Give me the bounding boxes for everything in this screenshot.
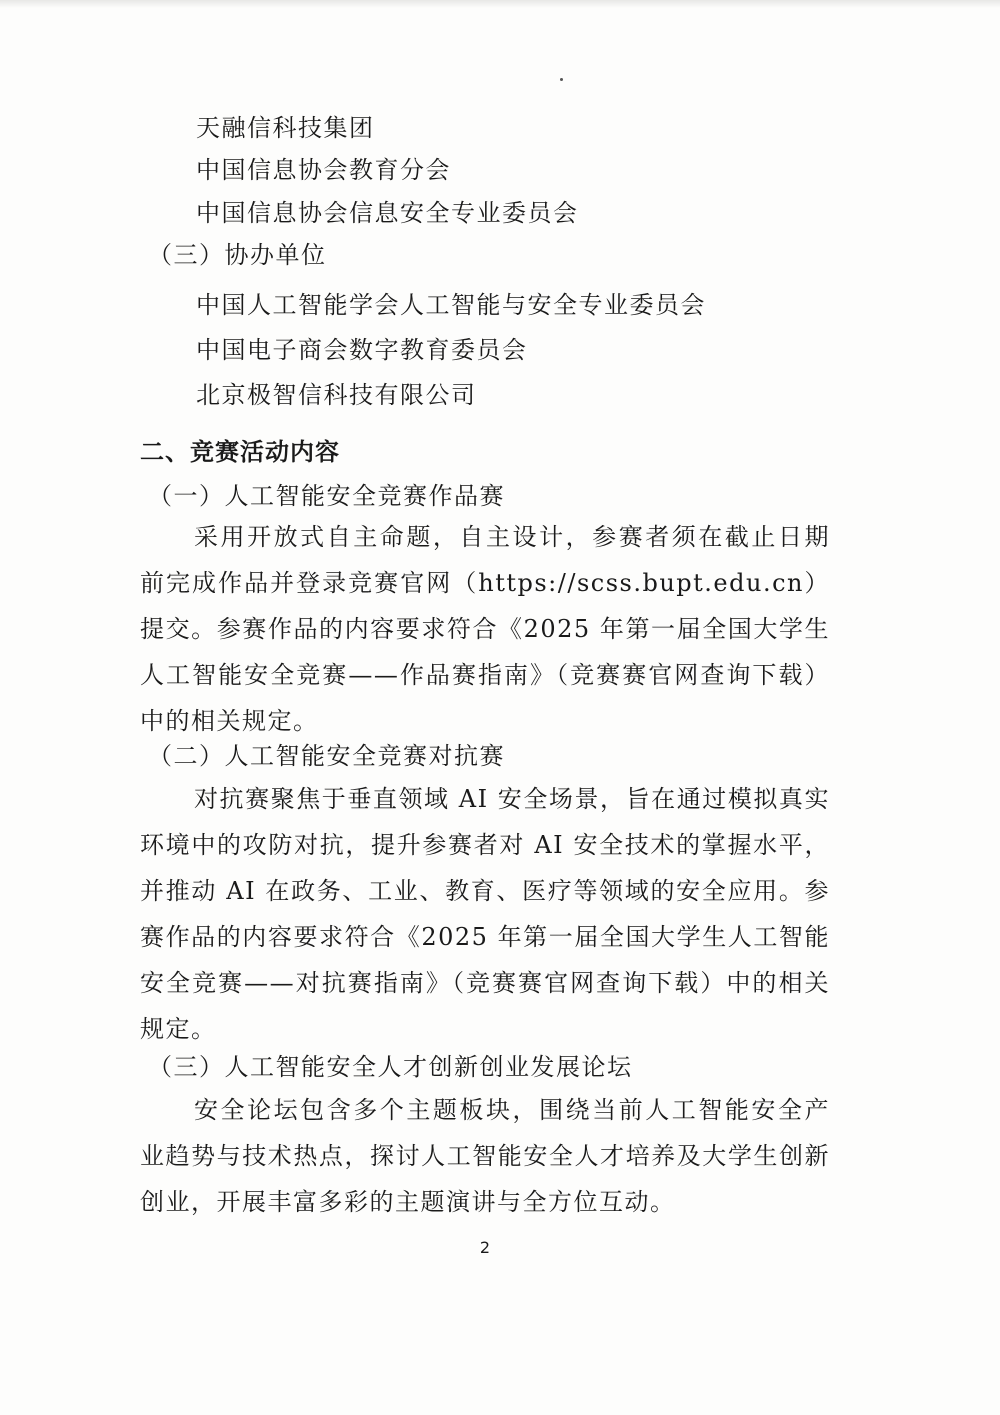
co-organizer-item: 中国电子商会数字教育委员会 [196,336,528,364]
scan-speck [560,78,563,81]
co-organizer-item: 中国人工智能学会人工智能与安全专业委员会 [196,291,706,319]
subsection-title: （二）人工智能安全竞赛对抗赛 [148,742,505,770]
co-organizer-item: 北京极智信科技有限公司 [196,381,477,409]
subsection-body: 采用开放式自主命题，自主设计，参赛者须在截止日期前完成作品并登录竞赛官网（https://scss.bupt.edu.cn）提交。参赛作品的内容要求符合《2025 年第一届全国大学生人工智能安全竞赛——作品赛指南》（竞赛赛官网查询下载）中的相关规定。 [140,523,830,735]
section-heading: 二、竞赛活动内容 [140,438,340,466]
organizer-item: 天融信科技集团 [196,114,375,142]
subsection-body: 安全论坛包含多个主题板块，围绕当前人工智能安全产业趋势与技术热点，探讨人工智能安全人才培养及大学生创新创业，开展丰富多彩的主题演讲与全方位互动。 [140,1096,830,1216]
co-organizers-title: （三）协办单位 [148,241,327,269]
scan-edge [0,0,1000,8]
subsection-body: 对抗赛聚焦于垂直领域 AI 安全场景，旨在通过模拟真实环境中的攻防对抗，提升参赛者对 AI 安全技术的掌握水平，并推动 AI 在政务、工业、教育、医疗等领域的安全应用。参赛作品的内容要求符合《2025 年第一届全国大学生人工智能安全竞赛——对抗赛指南》（竞赛赛官网查询下载）中的相关规定。 [140,785,830,1043]
page-number: 2 [479,1238,491,1257]
subsection-title: （一）人工智能安全竞赛作品赛 [148,482,505,510]
organizer-item: 中国信息协会信息安全专业委员会 [196,199,579,227]
organizer-item: 中国信息协会教育分会 [196,156,451,184]
subsection-title: （三）人工智能安全人才创新创业发展论坛 [148,1053,633,1081]
